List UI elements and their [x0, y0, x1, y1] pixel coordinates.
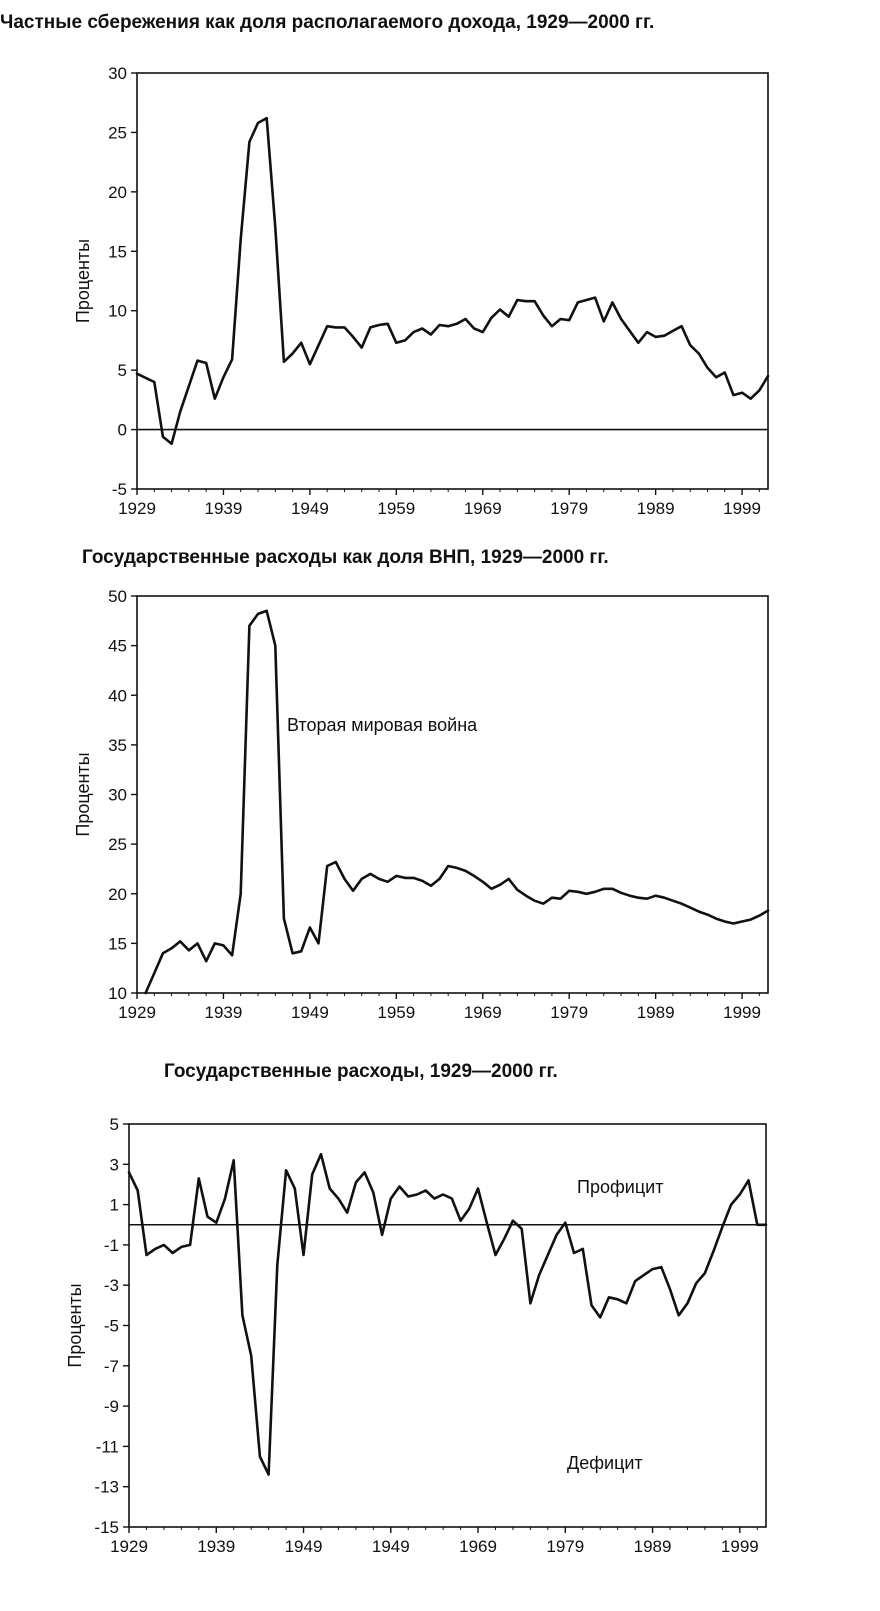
- y-tick-label: 15: [108, 242, 127, 262]
- y-axis-label: Проценты: [73, 238, 93, 324]
- y-tick-label: -15: [94, 1518, 119, 1537]
- y-tick-label: -5: [103, 1316, 119, 1336]
- y-tick-label: -9: [103, 1397, 119, 1417]
- y-tick-label: 15: [108, 934, 127, 954]
- y-tick-label: -13: [94, 1477, 119, 1497]
- x-tick-label: 1949: [284, 1537, 323, 1556]
- x-tick-label: 1989: [636, 1003, 675, 1022]
- y-tick-label: 1: [109, 1195, 119, 1215]
- x-tick-label: 1979: [550, 499, 589, 518]
- y-tick-label: 30: [108, 785, 127, 805]
- x-tick-label: 1929: [118, 499, 156, 518]
- x-tick-label: 1989: [633, 1537, 672, 1556]
- chart2-title: Государственные расходы как доля ВНП, 1929—2000 гг.: [82, 547, 609, 568]
- x-tick-label: 1929: [118, 1003, 156, 1022]
- x-tick-label: 1979: [550, 1003, 589, 1022]
- chart-annotation: Вторая мировая война: [287, 715, 478, 735]
- plot-frame: [129, 1124, 766, 1527]
- x-tick-label: 1969: [463, 1003, 502, 1022]
- x-tick-label: 1979: [546, 1537, 585, 1556]
- chart3-title: Государственные расходы, 1929—2000 гг.: [164, 1061, 558, 1082]
- x-tick-label: 1949: [371, 1537, 410, 1556]
- y-axis-label: Проценты: [65, 1283, 85, 1368]
- y-tick-label: 45: [108, 636, 127, 656]
- x-tick-label: 1999: [720, 1537, 759, 1556]
- y-tick-label: 10: [108, 984, 127, 1003]
- y-tick-label: -5: [111, 480, 127, 499]
- x-tick-label: 1969: [459, 1537, 497, 1556]
- x-tick-label: 1999: [723, 1003, 761, 1022]
- y-tick-label: 5: [109, 1115, 119, 1134]
- x-tick-label: 1989: [636, 499, 675, 518]
- x-tick-label: 1929: [110, 1537, 148, 1556]
- chart1-title: Частные сбережения как доля располагаемого дохода, 1929—2000 гг.: [0, 12, 655, 33]
- x-tick-label: 1959: [377, 1003, 416, 1022]
- x-tick-label: 1949: [290, 499, 329, 518]
- y-tick-label: 20: [108, 884, 127, 904]
- y-tick-label: 3: [109, 1155, 119, 1175]
- x-tick-label: 1939: [204, 1003, 243, 1022]
- x-tick-label: 1969: [463, 499, 502, 518]
- y-tick-label: 5: [117, 361, 127, 381]
- x-tick-label: 1949: [290, 1003, 329, 1022]
- y-tick-label: 50: [108, 587, 127, 606]
- y-tick-label: 35: [108, 735, 127, 755]
- y-tick-label: 30: [108, 64, 127, 83]
- x-tick-label: 1939: [204, 499, 243, 518]
- chart-annotation: Профицит: [577, 1177, 664, 1197]
- chart-annotation: Дефицит: [567, 1453, 643, 1473]
- y-axis-label: Проценты: [73, 752, 93, 837]
- y-tick-label: -1: [103, 1235, 119, 1255]
- y-tick-label: -3: [103, 1276, 119, 1296]
- x-tick-label: 1999: [723, 499, 761, 518]
- x-tick-label: 1959: [377, 499, 416, 518]
- y-tick-label: 25: [108, 123, 127, 143]
- x-tick-label: 1939: [197, 1537, 236, 1556]
- y-tick-label: 25: [108, 835, 127, 855]
- y-tick-label: 10: [108, 301, 127, 321]
- y-tick-label: 0: [117, 420, 127, 440]
- y-tick-label: 20: [108, 182, 127, 202]
- y-tick-label: 40: [108, 686, 127, 706]
- y-tick-label: -7: [103, 1356, 119, 1376]
- series-line: [129, 1154, 766, 1474]
- y-tick-label: -11: [95, 1437, 119, 1457]
